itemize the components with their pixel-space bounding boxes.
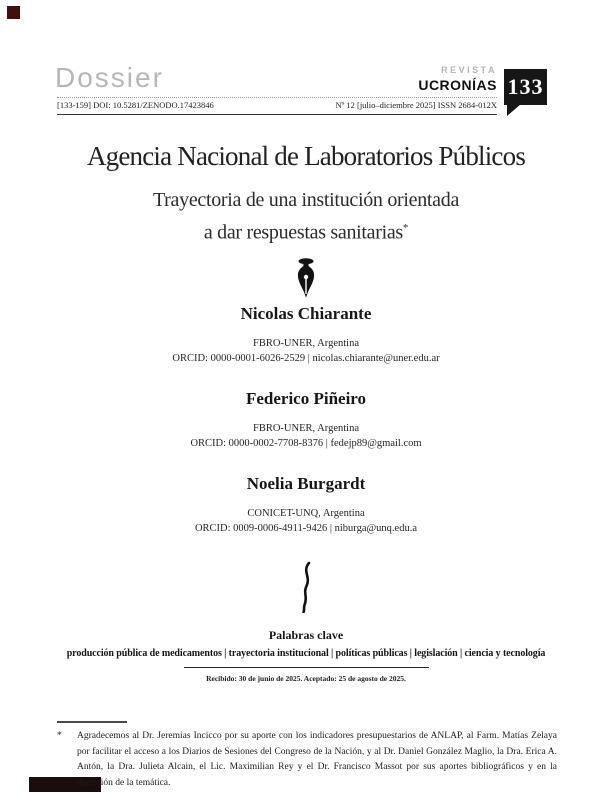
journal-name-top: REVISTA <box>441 65 497 75</box>
author-name: Federico Piñeiro <box>245 389 367 408</box>
corner-mark <box>7 6 20 19</box>
received-accepted-dates: Recibido: 30 de junio de 2025. Aceptado: 25 de agosto de 2025. <box>206 674 406 683</box>
footnote <box>57 729 557 791</box>
header-meta-row <box>57 100 497 110</box>
author-block <box>0 473 612 536</box>
page-number-badge <box>504 69 547 105</box>
author-orcid-email: ORCID: 0000-0001-6026-2529 | nicolas.chiarante@uner.edu.ar <box>172 353 440 364</box>
issue-issn: Nº 12 [julio–diciembre 2025] ISSN 2684-012X <box>335 100 497 110</box>
article-subtitle <box>0 186 612 247</box>
footnote-marker: * <box>57 731 62 741</box>
author-name: Noelia Burgardt <box>246 474 366 493</box>
article-title: Agencia Nacional de Laboratorios Públicos <box>86 141 526 171</box>
pen-nib-icon <box>293 258 319 298</box>
footnote-marker-ref: * <box>402 222 409 234</box>
author-block <box>0 388 612 451</box>
author-orcid-email: ORCID: 0009-0006-4911-9426 | niburga@unq.edu.a <box>194 523 418 534</box>
author-name: Nicolas Chiarante <box>240 304 372 323</box>
section-label: Dossier <box>55 62 164 93</box>
journal-logo <box>418 66 497 92</box>
pages-doi: [133-159] DOI: 10.5281/ZENODO.17423846 <box>57 100 214 110</box>
author-affiliation: FBRO-UNER, Argentina <box>253 423 359 434</box>
header-dotted-rule <box>57 97 497 98</box>
footnote-rule <box>57 721 127 723</box>
dates-rule <box>184 667 429 668</box>
author-affiliation: FBRO-UNER, Argentina <box>253 338 359 349</box>
header-solid-rule <box>57 114 497 115</box>
keywords-heading: Palabras clave <box>268 628 344 642</box>
speech-bubble-tail-icon <box>507 104 521 116</box>
squiggle-divider-icon <box>298 561 314 613</box>
footnote-text: Agradecemos al Dr. Jeremias Incicco por su aporte con los indicadores presupuestarios de ANLAP, al Farm. Matías Zelaya por facilitar el acceso a los Diarios de Sesiones del Congreso de la Nación, y al Dr. Daniel González Maglio, la Dra. Erica A. Antón, la Dra. Julieta Alcain, el Lic. Maximilian Rey y el Dr. Francisco Massot por sus aportes bibliográficos y en la discusión de la temática. <box>77 731 557 788</box>
keywords-line: producción pública de medicamentos | trayectoria institucional | políticas públicas | legislación | ciencia y tecnología <box>66 648 546 659</box>
subtitle-line-1: Trayectoria de una institución orientada <box>152 189 460 211</box>
author-block <box>0 303 612 366</box>
author-orcid-email: ORCID: 0000-0002-7708-8376 | fedejp89@gmail.com <box>190 438 422 449</box>
author-affiliation: CONICET-UNQ, Argentina <box>247 508 365 519</box>
subtitle-line-2: a dar respuestas sanitarias* <box>203 221 409 244</box>
journal-name-bottom: UCRONÍAS <box>418 77 497 93</box>
page-number: 133 <box>507 74 544 99</box>
